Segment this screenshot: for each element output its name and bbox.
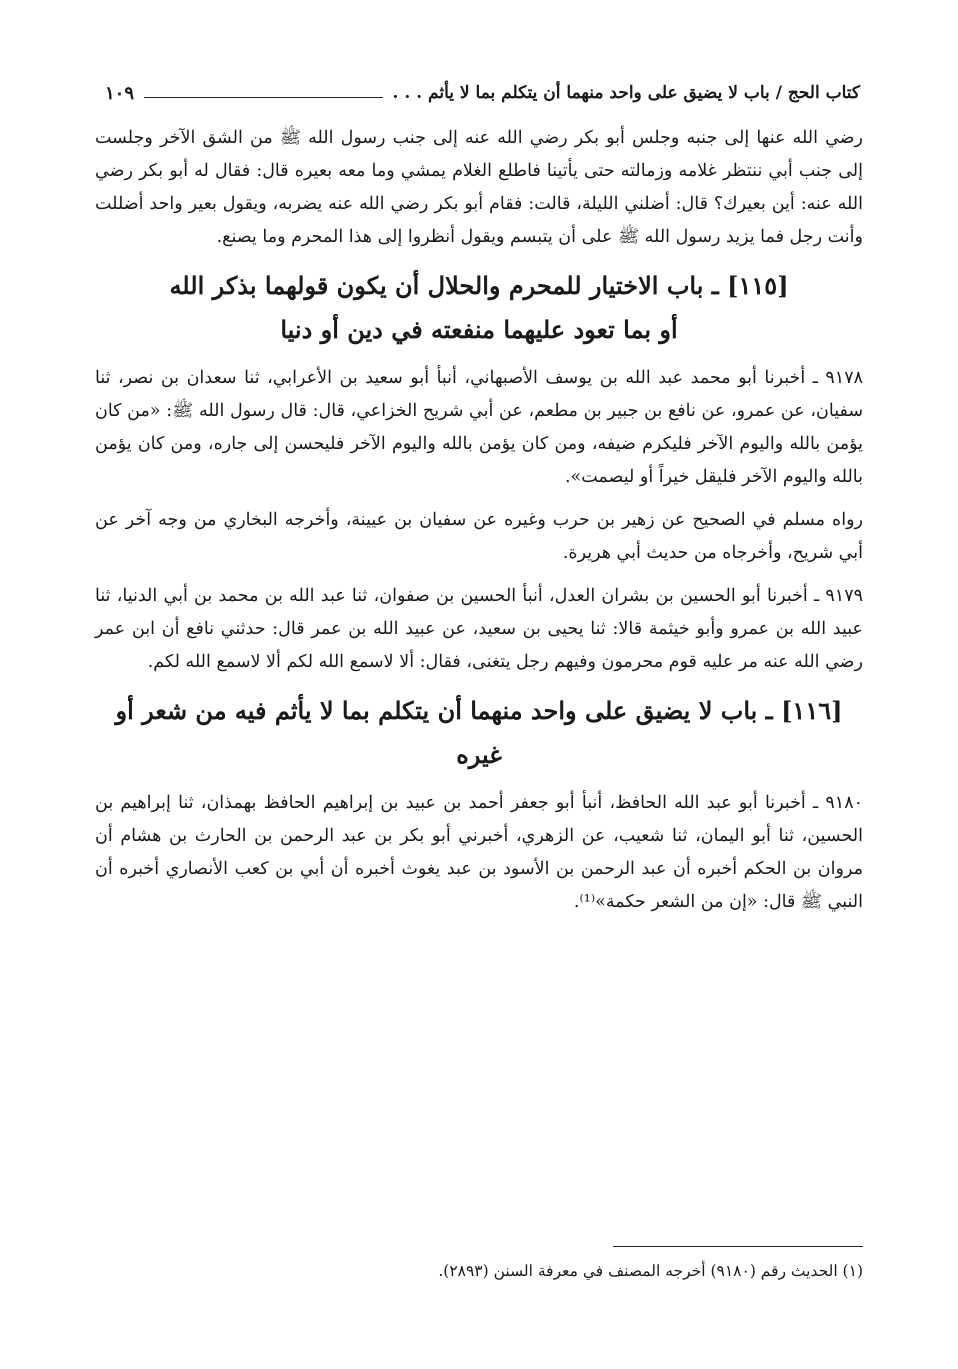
chapter-heading-116 [95,689,863,777]
page-body [95,122,863,929]
hadith-9180: ٩١٨٠ ـ أخبرنا أبو عبد الله الحافظ، أنبأ أبو جعفر أحمد بن عبيد بن إبراهيم الحافظ بهمذان، ثنا إبراهيم بن الحسين، ثنا أبو اليمان، ثنا شعيب، عن الزهري، أخبرني أبو بكر بن عبد الرحمن بن الحارث بن هشام أن مروان بن الحكم أخبره أن عبد الرحمن بن الأسود بن عبد يغوث أخبره أن أبي بن كعب الأنصاري أخبره أن النبي ﷺ قال: «إن من الشعر حكمة»⁽¹⁾. [95,793,863,912]
chapter-heading-115-line2: أو بما تعود عليهما منفعته في دين أو دنيا [280,315,678,344]
hadith-9179: ٩١٧٩ ـ أخبرنا أبو الحسين بن بشران العدل، أنبأ الحسين بن صفوان، ثنا عبد الله بن محمد بن أبي الدنيا، ثنا عبيد الله بن عمرو وأبو خيثمة قالا: ثنا يحيى بن سعيد، عن عبيد الله بن عمر قال: حدثني نافع أن ابن عمر رضي الله عنه مر عليه قوم محرمون وفيهم رجل يتغنى، فقال: ألا لاسمع الله لكم ألا لاسمع الله لكم. [95,586,863,672]
paragraph-continuation: رضي الله عنها إلى جنبه وجلس أبو بكر رضي الله عنه إلى جنب رسول الله ﷺ من الشق الآخر وجلست إلى جنب أبي ننتظر غلامه وزمالته حتى يأتينا فاطلع الغلام يمشي وما معه بعيره قال: فقال له أبو بكر رضي الله عنه: أين بعيرك؟ قال: أضلني الليلة، قالت: فقام أبو بكر رضي الله عنه يضربه، ويقول بعير واحد أضللت وأنت رجل فما يزيد رسول الله ﷺ على أن يتبسم ويقول أنظروا إلى هذا المحرم وما يصنع. [95,128,863,247]
chapter-heading-115 [95,264,863,352]
footnote-separator [613,1246,863,1247]
running-header-title: كتاب الحج / باب لا يضيق على واحد منهما أن يتكلم بما لا يأثم . . . [392,83,860,103]
page-number: ١٠٩ [105,82,135,104]
running-header [105,78,860,108]
hadith-9178: ٩١٧٨ ـ أخبرنا أبو محمد عبد الله بن يوسف الأصبهاني، أنبأ أبو سعيد بن الأعرابي، ثنا سعدان بن نصر، ثنا سفيان، عن عمرو، عن نافع بن جبير بن مطعم، عن أبي شريح الخزاعي، قال: قال رسول الله ﷺ: «من كان يؤمن بالله واليوم الآخر فليكرم ضيفه، ومن كان يؤمن بالله واليوم الآخر فليحسن إلى جاره، ومن كان يؤمن بالله واليوم الآخر فليقل خيراً أو ليصمت». [95,368,863,487]
commentary-paragraph: رواه مسلم في الصحيح عن زهير بن حرب وغيره عن سفيان بن عيينة، وأخرجه البخاري من وجه آخر عن أبي شريح، وأخرجاه من حديث أبي هريرة. [95,510,863,563]
footnote: (١) الحديث رقم (٩١٨٠) أخرجه المصنف في معرفة السنن (٢٨٩٣). [438,1262,863,1280]
chapter-heading-116-line1: [١١٦] ـ باب لا يضيق على واحد منهما أن يتكلم بما لا يأثم فيه من شعر أو [115,696,843,725]
chapter-heading-116-line2: غيره [456,740,502,769]
chapter-heading-115-line1: [١١٥] ـ باب الاختيار للمحرم والحلال أن يكون قولهما بذكر الله [169,271,789,300]
header-rule [144,97,383,98]
